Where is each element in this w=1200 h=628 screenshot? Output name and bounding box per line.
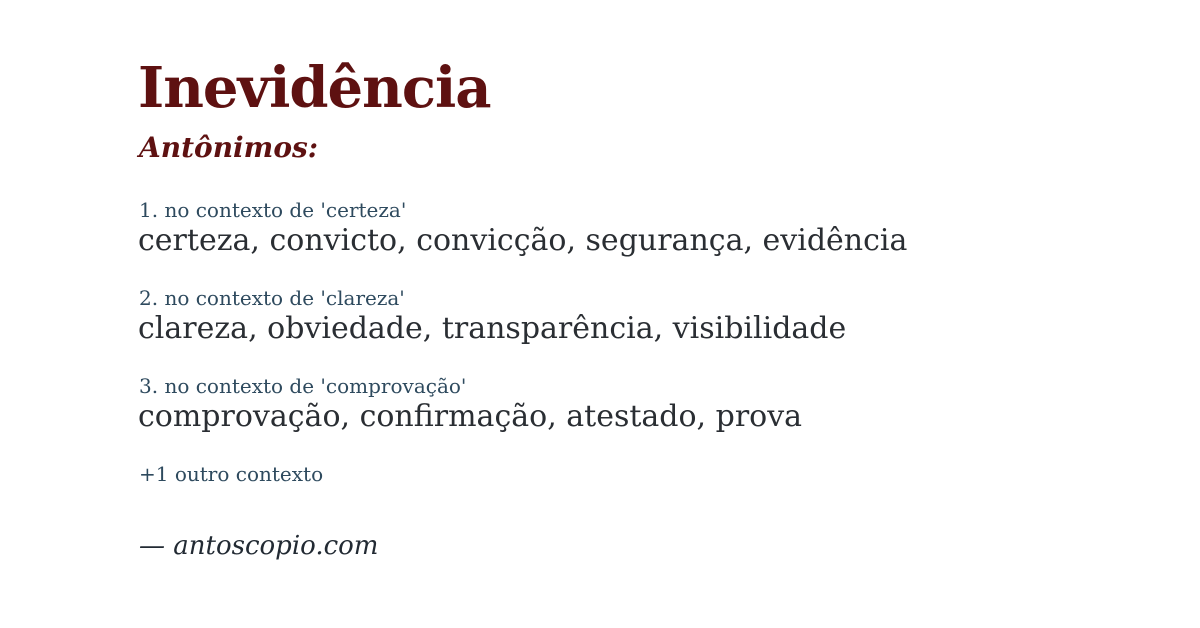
context-label-1: 1. no contexto de 'certeza' xyxy=(139,198,407,222)
antonyms-subtitle: Antônimos: xyxy=(139,131,319,164)
context-label-2: 2. no contexto de 'clareza' xyxy=(139,286,405,310)
more-contexts-note: +1 outro contexto xyxy=(139,462,324,486)
antonym-list-1: certeza, convicto, convicção, segurança, evidência xyxy=(138,223,908,258)
antonym-list-3: comprovação, confirmação, atestado, prova xyxy=(138,399,803,434)
word-title: Inevidência xyxy=(138,55,491,121)
antonym-list-2: clareza, obviedade, transparência, visibilidade xyxy=(138,311,847,346)
context-label-3: 3. no contexto de 'comprovação' xyxy=(139,374,467,398)
site-attribution: — antoscopio.com xyxy=(139,531,379,561)
